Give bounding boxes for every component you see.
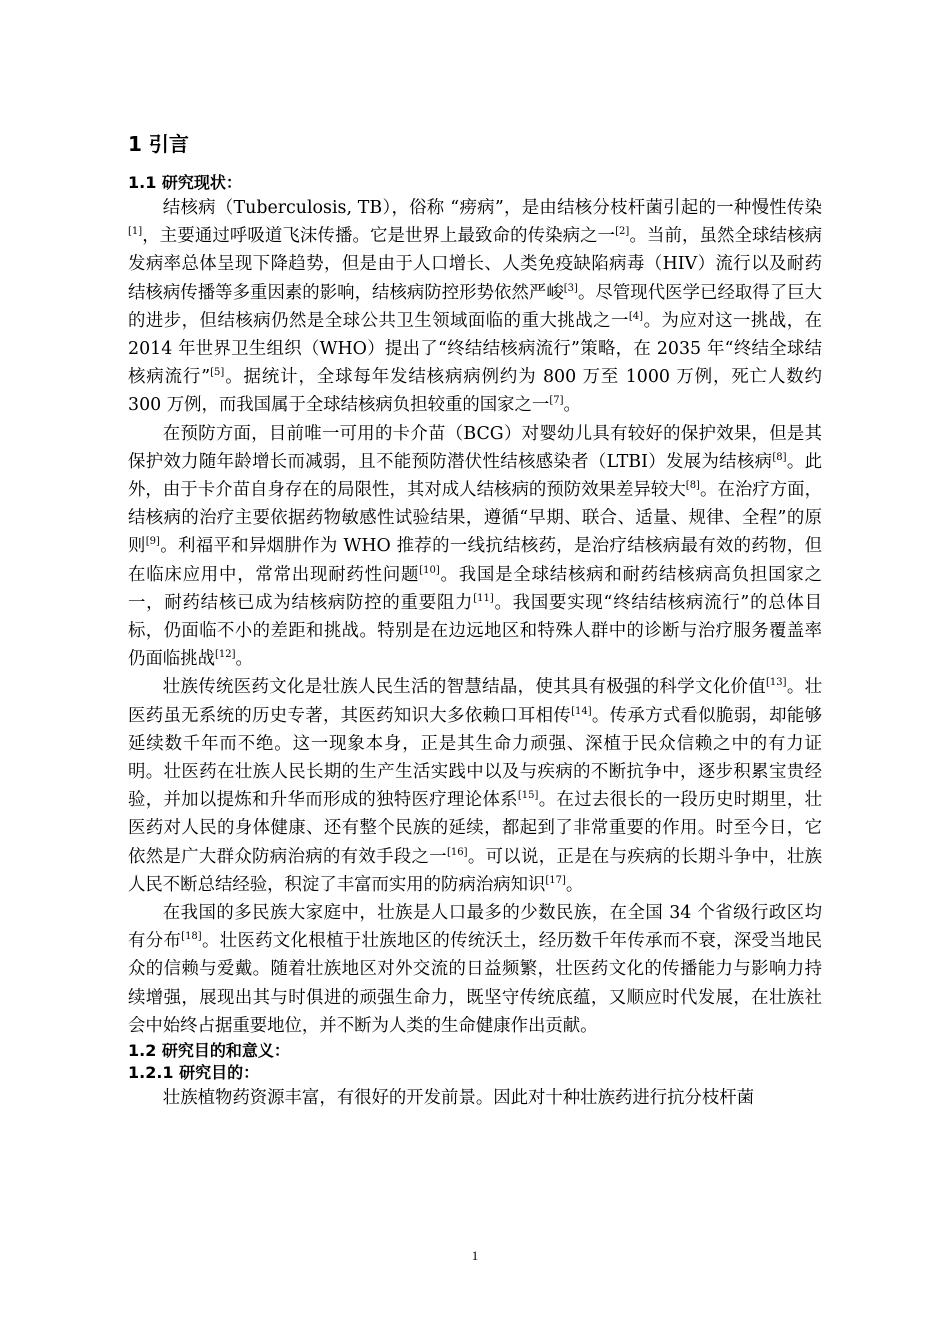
- paragraph: 结核病（Tuberculosis, TB），俗称 “痨病”，是由结核分枝杆菌引起的一种慢性传染[1]，主要通过呼吸道飞沫传播。它是世界上最致命的传染病之一[2]。当前，虽然全球结核病发病率总体呈现下降趋势，但是由于人口增长、人类免疫缺陷病毒（HIV）流行以及耐药结核病传播等多重因素的影响，结核病防控形势依然严峻[3]。尽管现代医学已经取得了巨大的进步，但结核病仍然是全球公共卫生领域面临的重大挑战之一[4]。为应对这一挑战，在 2014 年世界卫生组织（WHO）提出了“终结结核病流行”策略，在 2035 年“终结全球结核病流行”[5]。据统计，全球每年发结核病病例约为 800 万至 1000 万例，死亡人数约 300 万例，而我国属于全球结核病负担较重的国家之一[7]。: [128, 198, 822, 416]
- chapter-title: 1 引言: [128, 132, 189, 156]
- paragraph: 壮族传统医药文化是壮族人民生活的智慧结晶，使其具有极强的科学文化价值[13]。壮医药虽无系统的历史专著，其医药知识大多依赖口耳相传[14]。传承方式看似脆弱，却能够延续数千年而不绝。这一现象本身，正是其生命力顽强、深植于民众信赖之中的有力证明。壮医药在壮族人民长期的生产生活实践中以及与疾病的不断抗争中，逐步积累宝贵经验，并加以提炼和升华而形成的独特医疗理论体系[15]。在过去很长的一段历史时期里，壮医药对人民的身体健康、还有整个民族的延续，都起到了非常重要的作用。时至今日，它依然是广大群众防病治病的有效手段之一[16]。可以说，正是在与疾病的长期斗争中，壮族人民不断总结经验，积淀了丰富而实用的防病治病知识[17]。: [128, 677, 822, 895]
- citation-ref: [13]: [765, 677, 787, 689]
- citation-ref: [16]: [447, 846, 468, 858]
- paragraph: 在预防方面，目前唯一可用的卡介苗（BCG）对婴幼儿具有较好的保护效果，但是其保护效力随年龄增长而减弱，且不能预防潜伏性结核感染者（LTBI）发展为结核病[8]。此外，由于卡介苗自身存在的局限性，其对成人结核病的预防效果差异较大[8]。在治疗方面，结核病的治疗主要依据药物敏感性试验结果，遵循“早期、联合、适量、规律、全程”的原则[9]。利福平和异烟肼作为 WHO 推荐的一线抗结核药，是治疗结核病最有效的药物，但在临床应用中，常常出现耐药性问题[10]。我国是全球结核病和耐药结核病高负担国家之一，耐药结核已成为结核病防控的重要阻力[11]。我国要实现“终结结核病流行”的总体目标，仍面临不小的差距和挑战。特别是在边远地区和特殊人群中的诊断与治疗服务覆盖率仍面临挑战[12]。: [128, 423, 822, 670]
- citation-ref: [11]: [473, 593, 494, 605]
- citation-ref: [10]: [419, 564, 440, 576]
- citation-ref: [12]: [214, 649, 236, 661]
- citation-ref: [4]: [628, 311, 644, 323]
- subsection-heading-1-2-1: 1.2.1 研究目的：: [128, 1063, 260, 1083]
- paragraph: 在我国的多民族大家庭中，壮族是人口最多的少数民族，在全国 34 个省级行政区均有分布[18]。壮医药文化根植于壮族地区的传统沃土，经历数千年传承而不衰，深受当地民众的信赖与爱戴。随着壮族地区对外交流的日益频繁，壮医药文化的传播能力与影响力持续增强，展现出其与时俱进的顽强生命力，既坚守传统底蕴，又顺应时代发展，在壮族社会中始终占据重要地位，并不断为人类的生命健康作出贡献。: [128, 903, 822, 1036]
- citation-ref: [5]: [210, 367, 225, 379]
- citation-ref: [1]: [128, 226, 143, 238]
- page-number: 1: [471, 1248, 479, 1263]
- citation-ref: [8]: [685, 480, 700, 492]
- citation-ref: [2]: [615, 226, 630, 238]
- document-page: [128, 124, 822, 1112]
- citation-ref: [18]: [181, 931, 202, 943]
- citation-ref: [8]: [772, 452, 787, 464]
- citation-ref: [15]: [517, 790, 539, 802]
- citation-ref: [3]: [563, 282, 578, 294]
- paragraph: 壮族植物药资源丰富，有很好的开发前景。因此对十种壮族药进行抗分枝杆菌: [162, 1088, 755, 1109]
- citation-ref: [9]: [145, 536, 160, 548]
- citation-ref: [17]: [545, 875, 566, 887]
- section-heading-1-1: 1.1 研究现状：: [128, 173, 242, 192]
- citation-ref: [7]: [549, 395, 564, 407]
- citation-ref: [14]: [571, 705, 592, 717]
- section-heading-1-2: 1.2 研究目的和意义：: [128, 1041, 290, 1061]
